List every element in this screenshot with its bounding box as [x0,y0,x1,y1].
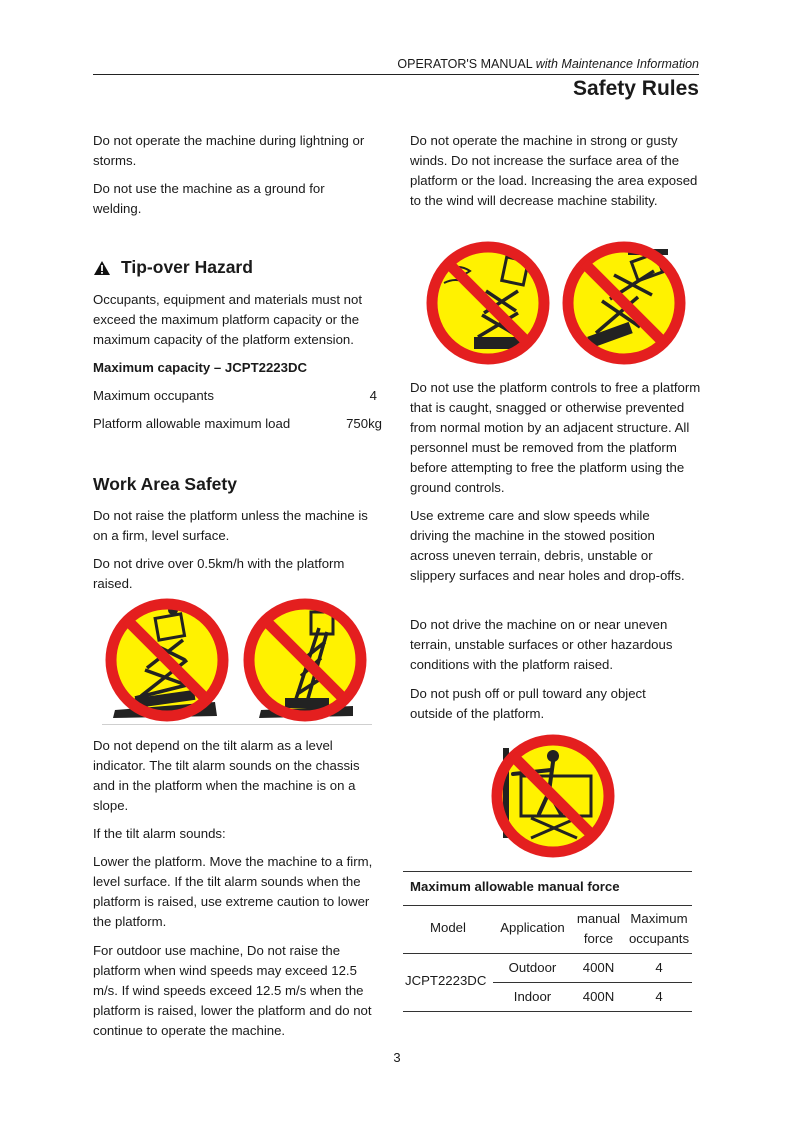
para-strong-winds: Do not operate the machine in strong or gusty winds. Do not increase the surface area of the platform or the load. Increasing the area exposed to the wind will decrease machine stability. [410,133,698,208]
force-header-model: Model [430,920,466,935]
force-table-row-rule [493,982,692,983]
force-row-application: Outdoor [508,960,557,975]
para-lower-platform: Lower the platform. Move the machine to a firm, level surface. If the tilt alarm sounds when the platform is raised, use extreme caution to lower the platform. [93,854,373,929]
work-area-heading: Work Area Safety [93,474,237,494]
header-rule [93,74,699,75]
force-table-title: Maximum allowable manual force [410,879,620,894]
para-push-pull: Do not push off or pull toward any object outside of the platform. [410,686,646,721]
para-free-platform: Do not use the platform controls to free a platform that is caught, snagged or otherwise prevented from normal motion by an adjacent structure. All personnel must be removed from the platform before attempting to free the platform using the ground controls. [410,380,701,495]
prohibition-sign-tilted-lift [105,598,229,722]
prohibition-sign-leaning-lift [243,598,367,722]
para-tipover: Occupants, equipment and materials must not exceed the maximum platform capacity or the maximum capacity of the platform extension. [93,292,363,347]
para-outdoor-wind: For outdoor use machine, Do not raise the platform when wind speeds may exceed 12.5 m/s. If wind speeds exceed 12.5 m/s when the platform is raised, lower the platform and do not continue to operate the machine. [93,943,372,1038]
force-row-occupants: 4 [655,989,663,1004]
prohibition-sign-snagged [562,241,686,365]
manual-title-plain: OPERATOR'S MANUAL [397,57,533,71]
force-row-application: Indoor [513,989,552,1004]
force-model-cell: JCPT2223DC [405,973,487,988]
para-tilt-alarm: Do not depend on the tilt alarm as a level indicator. The tilt alarm sounds on the chassis and in the platform when the machine is on a slope. [93,738,360,813]
para-if-sounds: If the tilt alarm sounds: [93,826,226,841]
force-table-top-rule [403,871,692,872]
para-firm-surface: Do not raise the platform unless the machine is on a firm, level surface. [93,508,368,543]
force-header-occupants: Maximum occupants [628,911,690,946]
capacity-heading: Maximum capacity – JCPT2223DC [93,360,308,375]
para-drive-speed: Do not drive over 0.5km/h with the platform raised. [93,556,345,591]
force-table-body-rule [403,953,692,954]
force-header-force: manual force [576,911,621,946]
force-row-occupants: 4 [655,960,663,975]
capacity-value: 4 [369,388,377,403]
force-header-application: Application [500,920,565,935]
prohibition-sign-push-off [491,734,615,858]
para-welding: Do not use the machine as a ground for welding. [93,181,325,216]
capacity-value: 750kg [346,416,382,431]
tipover-heading [93,257,253,278]
section-title: Safety Rules [572,77,699,100]
para-lightning: Do not operate the machine during lightning or storms. [93,133,365,168]
warning-triangle-icon [93,260,111,276]
capacity-row-occupants [93,388,382,403]
force-table-header-rule [403,905,692,906]
manual-title [397,57,699,71]
page-number: 3 [393,1050,401,1065]
manual-title-italic: with Maintenance Information [535,57,699,71]
prohibition-sign-wind [426,241,550,365]
capacity-label: Maximum occupants [93,388,214,403]
para-extreme-care: Use extreme care and slow speeds while driving the machine in the stowed position across uneven terrain, debris, unstable or slippery surfaces and near holes and drop-offs. [410,508,685,583]
tipover-heading-text: Tip-over Hazard [121,257,253,277]
force-row-force: 400N [582,960,615,975]
image-divider [102,724,372,725]
force-row-force: 400N [582,989,615,1004]
capacity-label: Platform allowable maximum load [93,416,291,431]
capacity-row-load [93,416,382,431]
force-table-bottom-rule [403,1011,692,1012]
para-uneven-terrain: Do not drive the machine on or near uneven terrain, unstable surfaces or other hazardous conditions with the platform raised. [410,617,673,672]
